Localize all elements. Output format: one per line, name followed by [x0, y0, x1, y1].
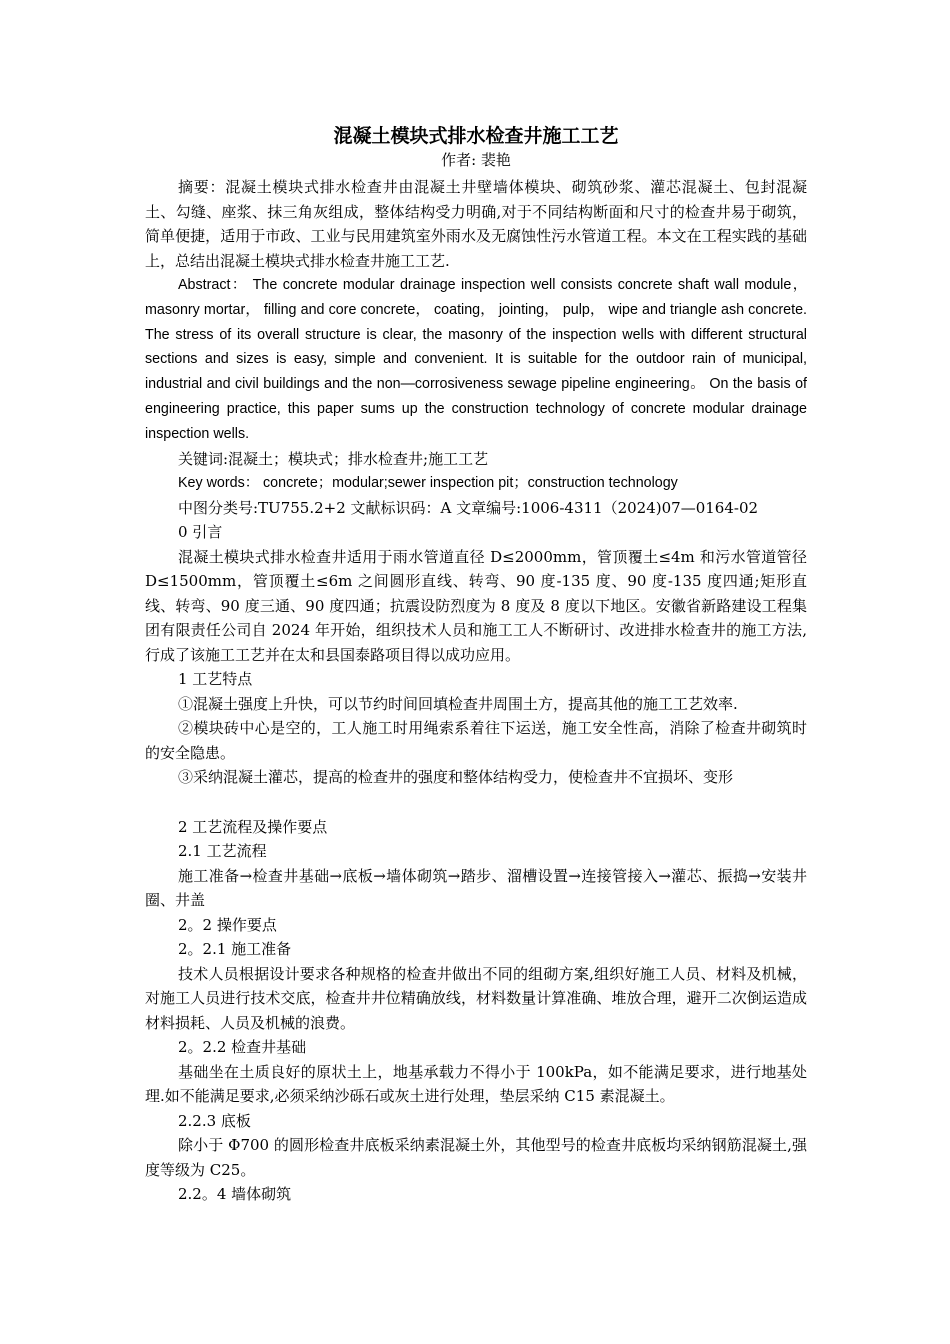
section-2-2-4-title: 2.2。4 墙体砌筑 — [178, 1185, 292, 1204]
classification-line: 中图分类号:TU755.2+2 文献标识码：A 文章编号:1006-4311（2024)07—0164-02 — [178, 498, 759, 517]
section-2-1-title: 2.1 工艺流程 — [178, 842, 267, 861]
section-2-2-1-body: 技术人员根据设计要求各种规格的检查井做出不同的组砌方案,组织好施工人员、材料及机械，对施工人员进行技术交底，检查井井位精确放线，材料数量计算准确、堆放合理，避开二次倒运造成材料损耗、人员及机械的浪费。 — [145, 964, 807, 1032]
section-2-2-2-title: 2。2.2 检查井基础 — [178, 1038, 307, 1057]
section-1-item-3: ③采纳混凝土灌芯，提高的检查井的强度和整体结构受力，使检查井不宜损坏、变形 — [178, 768, 734, 787]
keywords-cn: 关键词:混凝土；模块式；排水检查井;施工工艺 — [178, 449, 489, 468]
section-2-2-3-body: 除小于 Φ700 的圆形检查井底板采纳素混凝土外，其他型号的检查井底板均采纳钢筋混凝土,强度等级为 C25。 — [145, 1136, 807, 1179]
section-2-2-title: 2。2 操作要点 — [178, 915, 277, 934]
section-1-item-2: ②模块砖中心是空的，工人施工时用绳索系着往下运送，施工安全性高，消除了检查井砌筑时的安全隐患。 — [145, 719, 807, 762]
section-1-item-1: ①混凝土强度上升快，可以节约时间回填检查井周围土方，提高其他的施工工艺效率. — [178, 694, 738, 713]
document-title: 混凝土模块式排水检查井施工工艺 — [333, 125, 619, 147]
abstract-en: Abstract： The concrete modular drainage inspection well consists concrete shaft wall module， masonry mortar， filling and core concrete， coating， jointing， pulp， wipe and triangle ash concrete. The stress of its overall structure is clear, the masonry of the inspection wells with different structural sections and sizes is easy, simple and convenient. It is suitable for the outdoor rain of municipal, industrial and civil buildings and the non—corrosiveness sewage pipeline engineering。 On the basis of engineering practice, this paper sums up the construction technology of concrete modular drainage inspection wells. — [145, 277, 807, 442]
section-0-title: 0 引言 — [178, 523, 223, 542]
section-0-body: 混凝土模块式排水检查井适用于雨水管道直径 D≤2000mm，管顶覆土≤4m 和污水管道管径 D≤1500mm，管顶覆土≤6m 之间圆形直线、转弯、90 度-135 度、90 度-135 度四通;矩形直线、转弯、90 度三通、90 度四通；抗震设防烈度为 8 度及 8 度以下地区。安徽省新路建设工程集团有限责任公司自 2024 年开始，组织技术人员和施工工人不断研讨、改进排水检查井的施工方法,行成了该施工工艺并在太和县国泰路项目得以成功应用。 — [145, 547, 807, 664]
keywords-en: Key words： concrete；modular;sewer inspection pit；construction technology — [178, 475, 678, 492]
section-2-2-3-title: 2.2.3 底板 — [178, 1111, 251, 1130]
abstract-cn: 摘要：混凝土模块式排水检查井由混凝土井壁墙体模块、砌筑砂浆、灌芯混凝土、包封混凝土、勾缝、座浆、抹三角灰组成，整体结构受力明确,对于不同结构断面和尺寸的检查井易于砌筑，简单便捷，适用于市政、工业与民用建筑室外雨水及无腐蚀性污水管道工程。本文在工程实践的基础上，总结出混凝土模块式排水检查井施工工艺. — [145, 178, 807, 270]
blank-line — [145, 790, 807, 815]
author-line: 作者: 裴艳 — [441, 151, 511, 169]
section-2-2-1-title: 2。2.1 施工准备 — [178, 940, 292, 959]
section-2-title: 2 工艺流程及操作要点 — [178, 817, 328, 836]
document-page — [145, 122, 807, 1207]
section-2-1-body: 施工准备→检查井基础→底板→墙体砌筑→踏步、溜槽设置→连接管接入→灌芯、振捣→安装井圈、井盖 — [145, 866, 807, 910]
section-2-2-2-body: 基础坐在土质良好的原状土上，地基承载力不得小于 100kPa，如不能满足要求，进行地基处理.如不能满足要求,必须采纳沙砾石或灰土进行处理，垫层采纳 C15 素混凝土。 — [145, 1062, 807, 1106]
section-1-title: 1 工艺特点 — [178, 670, 253, 689]
